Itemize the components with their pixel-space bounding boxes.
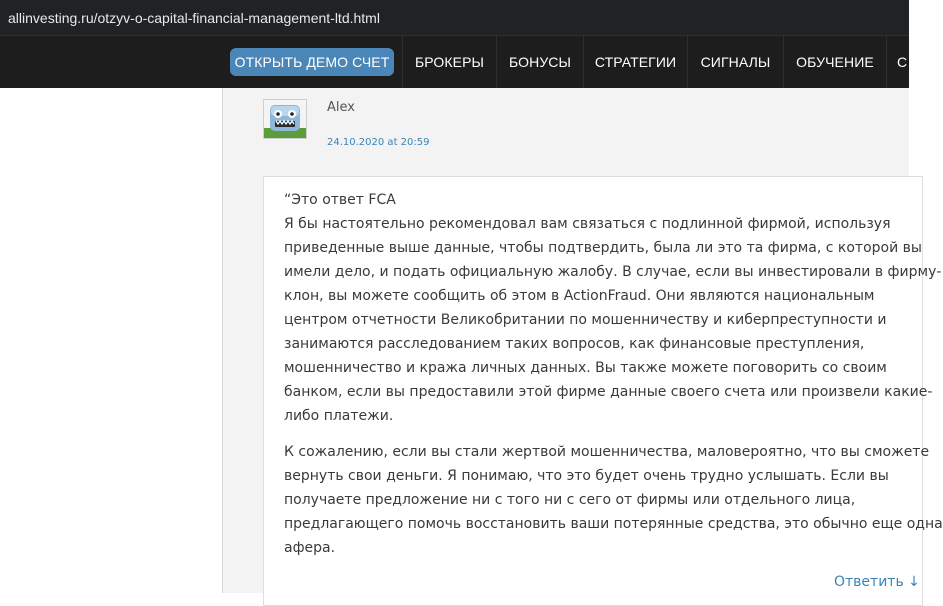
reply-link[interactable]: Ответить ↓ — [834, 574, 920, 590]
nav-menu — [222, 36, 911, 88]
main-navigation — [0, 36, 909, 88]
url-text[interactable]: allinvesting.ru/otzyv-o-capital-financial-management-ltd.html — [8, 9, 380, 26]
robot-avatar-icon — [264, 100, 306, 138]
comment-line: предлагающего помочь восстановить ваши потерянные средства, это обычно еще одна — [284, 516, 943, 532]
comment-paragraph — [284, 188, 942, 428]
comment-line: занимаются расследованием таких вопросов, как финансовые преступления, — [284, 336, 865, 352]
nav-item-signals[interactable]: СИГНАЛЫ — [687, 36, 783, 88]
nav-item-brokers[interactable]: БРОКЕРЫ — [402, 36, 496, 88]
comment-paragraph — [284, 440, 943, 560]
nav-item-education[interactable]: ОБУЧЕНИЕ — [783, 36, 886, 88]
comment-line: банком, если вы предоставили этой фирме данные своего счета или произвели какие- — [284, 384, 933, 400]
nav-item-truncated[interactable]: С — [886, 36, 911, 88]
comment-line: Я бы настоятельно рекомендовал вам связаться с подлинной фирмой, используя — [284, 216, 891, 232]
comment-line: клон, вы можете сообщить об этом в ActionFraud. Они являются национальным — [284, 288, 875, 304]
comment-body — [284, 188, 943, 560]
comment-line: центром отчетности Великобритании по мошенничеству и киберпреступности и — [284, 312, 887, 328]
open-demo-account-label[interactable]: ОТКРЫТЬ ДЕМО СЧЕТ — [230, 48, 395, 76]
comment-line: вернуть свои деньги. Я понимаю, что это будет очень трудно услышать. Если вы — [284, 468, 889, 484]
nav-item-bonuses[interactable]: БОНУСЫ — [496, 36, 583, 88]
comment-line: мошенничество и кража личных данных. Вы также можете поговорить со своим — [284, 360, 887, 376]
comment-line: получаете предложение ни с того ни с сего от фирмы или отдельного лица, — [284, 492, 856, 508]
address-bar[interactable] — [0, 0, 909, 36]
comment-line: афера. — [284, 540, 336, 556]
comment-author: Alex — [327, 100, 355, 115]
comment-line: “Это ответ FCA — [284, 192, 396, 208]
comment-line: приведенные выше данные, чтобы подтвердить, была ли это та фирма, с которой вы — [284, 240, 922, 256]
comment-line: К сожалению, если вы стали жертвой мошенничества, маловероятно, что вы сможете — [284, 444, 930, 460]
comment-date-link[interactable]: 24.10.2020 at 20:59 — [327, 137, 430, 148]
open-demo-account-button[interactable] — [222, 36, 402, 88]
comment-line: имели дело, и подать официальную жалобу. В случае, если вы инвестировали в фирму- — [284, 264, 942, 280]
avatar — [263, 99, 307, 139]
comment-line: либо платежи. — [284, 408, 394, 424]
nav-item-strategies[interactable]: СТРАТЕГИИ — [583, 36, 687, 88]
